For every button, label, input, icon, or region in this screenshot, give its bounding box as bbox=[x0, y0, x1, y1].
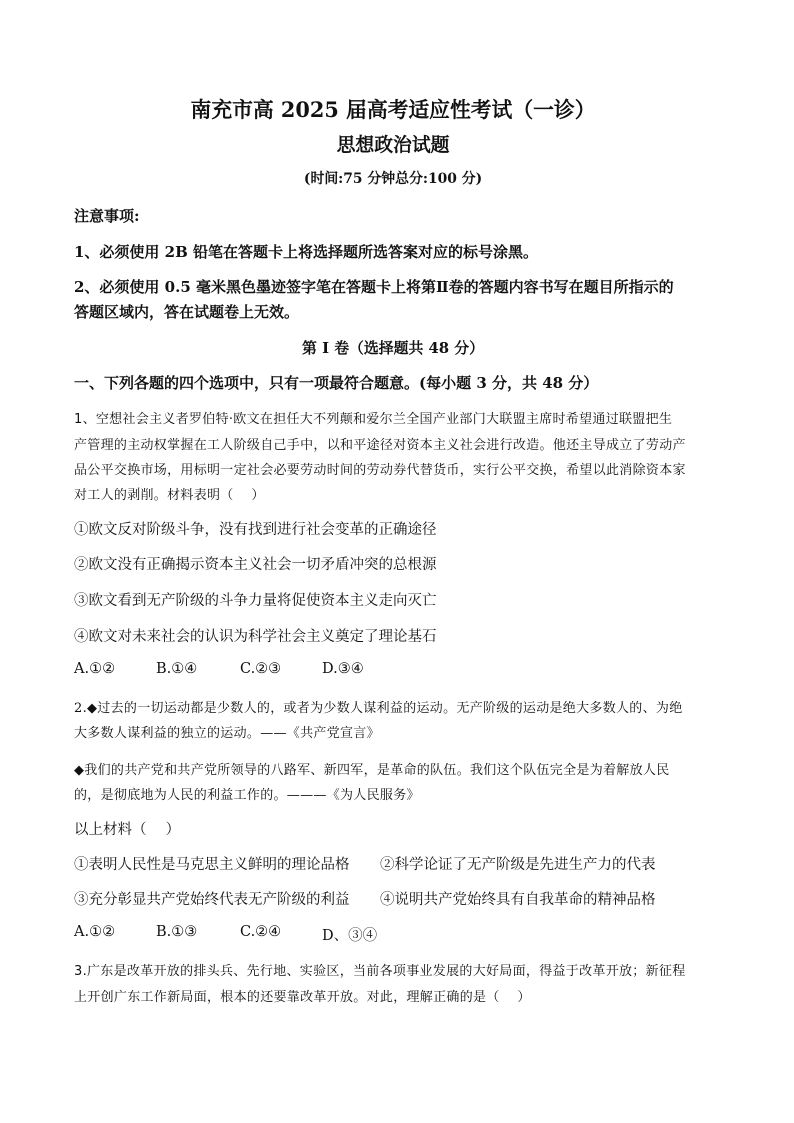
q1-stem-line: 品公平交换市场，用标明一定社会必要劳动时间的劳动券代替货币，实行公平交换，希望以此消除资本家 bbox=[74, 463, 686, 478]
q2-option-c: C.②④ bbox=[240, 924, 282, 940]
notice-heading: 注意事项: bbox=[74, 207, 140, 225]
subject-title: 思想政治试题 bbox=[336, 134, 450, 156]
q2-quote-1-line-2: 大多数人谋利益的独立的运动。——《共产党宣言》 bbox=[74, 726, 380, 741]
q1-option-d: D.③④ bbox=[322, 661, 364, 677]
q1-stem-line: 产管理的主动权掌握在工人阶级自己手中，以和平途径对资本主义社会进行改造。他还主导成立了劳动产 bbox=[74, 438, 686, 453]
notice-item-1: 1、必须使用 2B 铅笔在答题卡上将选择题所选答案对应的标号涂黑。 bbox=[74, 243, 538, 261]
q2-option-b: B.①③ bbox=[156, 924, 198, 940]
q2-stem: 以上材料（ ） bbox=[74, 822, 181, 838]
q2-quote-1-line-1: 2.◆过去的一切运动都是少数人的，或者为少数人谋利益的运动。无产阶级的运动是绝大多数人的、为绝 bbox=[74, 701, 683, 716]
time-info: (时间:75 分钟总分:100 分) bbox=[303, 171, 483, 187]
q1-item: ①欧文反对阶级斗争，没有找到进行社会变革的正确途径 bbox=[74, 522, 437, 538]
q1-item: ④欧文对未来社会的认识为科学社会主义奠定了理论基石 bbox=[74, 629, 437, 645]
notice-item-2-line-2: 答题区域内，答在试题卷上无效。 bbox=[74, 303, 300, 321]
q1-item: ②欧文没有正确揭示资本主义社会一切矛盾冲突的总根源 bbox=[74, 557, 437, 573]
q3-stem-line: 3.广东是改革开放的排头兵、先行地、实验区，当前各项事业发展的大好局面，得益于改革开放；新征程 bbox=[74, 964, 686, 979]
exam-title: 南充市高 2025 届高考适应性考试（一诊） bbox=[190, 97, 596, 122]
q2-item: ②科学论证了无产阶级是先进生产力的代表 bbox=[380, 857, 656, 873]
q1-item: ③欧文看到无产阶级的斗争力量将促使资本主义走向灭亡 bbox=[74, 593, 437, 609]
q2-quote-2-line-2: 的，是彻底地为人民的利益工作的。———《为人民服务》 bbox=[74, 788, 420, 803]
q1-stem-line: 1、空想社会主义者罗伯特·欧文在担任大不列颠和爱尔兰全国产业部门大联盟主席时希望通过联盟把生 bbox=[74, 412, 673, 427]
q2-option-d: D、③④ bbox=[322, 928, 378, 944]
q2-item: ④说明共产党始终具有自我革命的精神品格 bbox=[380, 892, 656, 908]
q2-option-a: A.①② bbox=[74, 924, 116, 940]
section-instruction: 一、下列各题的四个选项中，只有一项最符合题意。(每小题 3 分，共 48 分） bbox=[74, 374, 599, 392]
q1-stem-line: 对工人的剥削。材料表明（ ） bbox=[74, 488, 265, 503]
q2-quote-2-line-1: ◆我们的共产党和共产党所领导的八路军、新四军，是革命的队伍。我们这个队伍完全是为着解放人民 bbox=[74, 763, 670, 778]
q2-item: ①表明人民性是马克思主义鲜明的理论品格 bbox=[74, 857, 350, 873]
q3-stem-line: 上开创广东工作新局面，根本的还要靠改革开放。对此，理解正确的是（ ） bbox=[74, 990, 531, 1005]
q1-option-a: A.①② bbox=[74, 661, 116, 677]
q2-item: ③充分彰显共产党始终代表无产阶级的利益 bbox=[74, 892, 350, 908]
q1-option-c: C.②③ bbox=[240, 661, 282, 677]
notice-item-2-line-1: 2、必须使用 0.5 毫米黑色墨迹签字笔在答题卡上将第Ⅱ卷的答题内容书写在题目所指示的 bbox=[74, 278, 674, 296]
part-title: 第 I 卷（选择题共 48 分） bbox=[302, 339, 485, 357]
q1-option-b: B.①④ bbox=[156, 661, 198, 677]
